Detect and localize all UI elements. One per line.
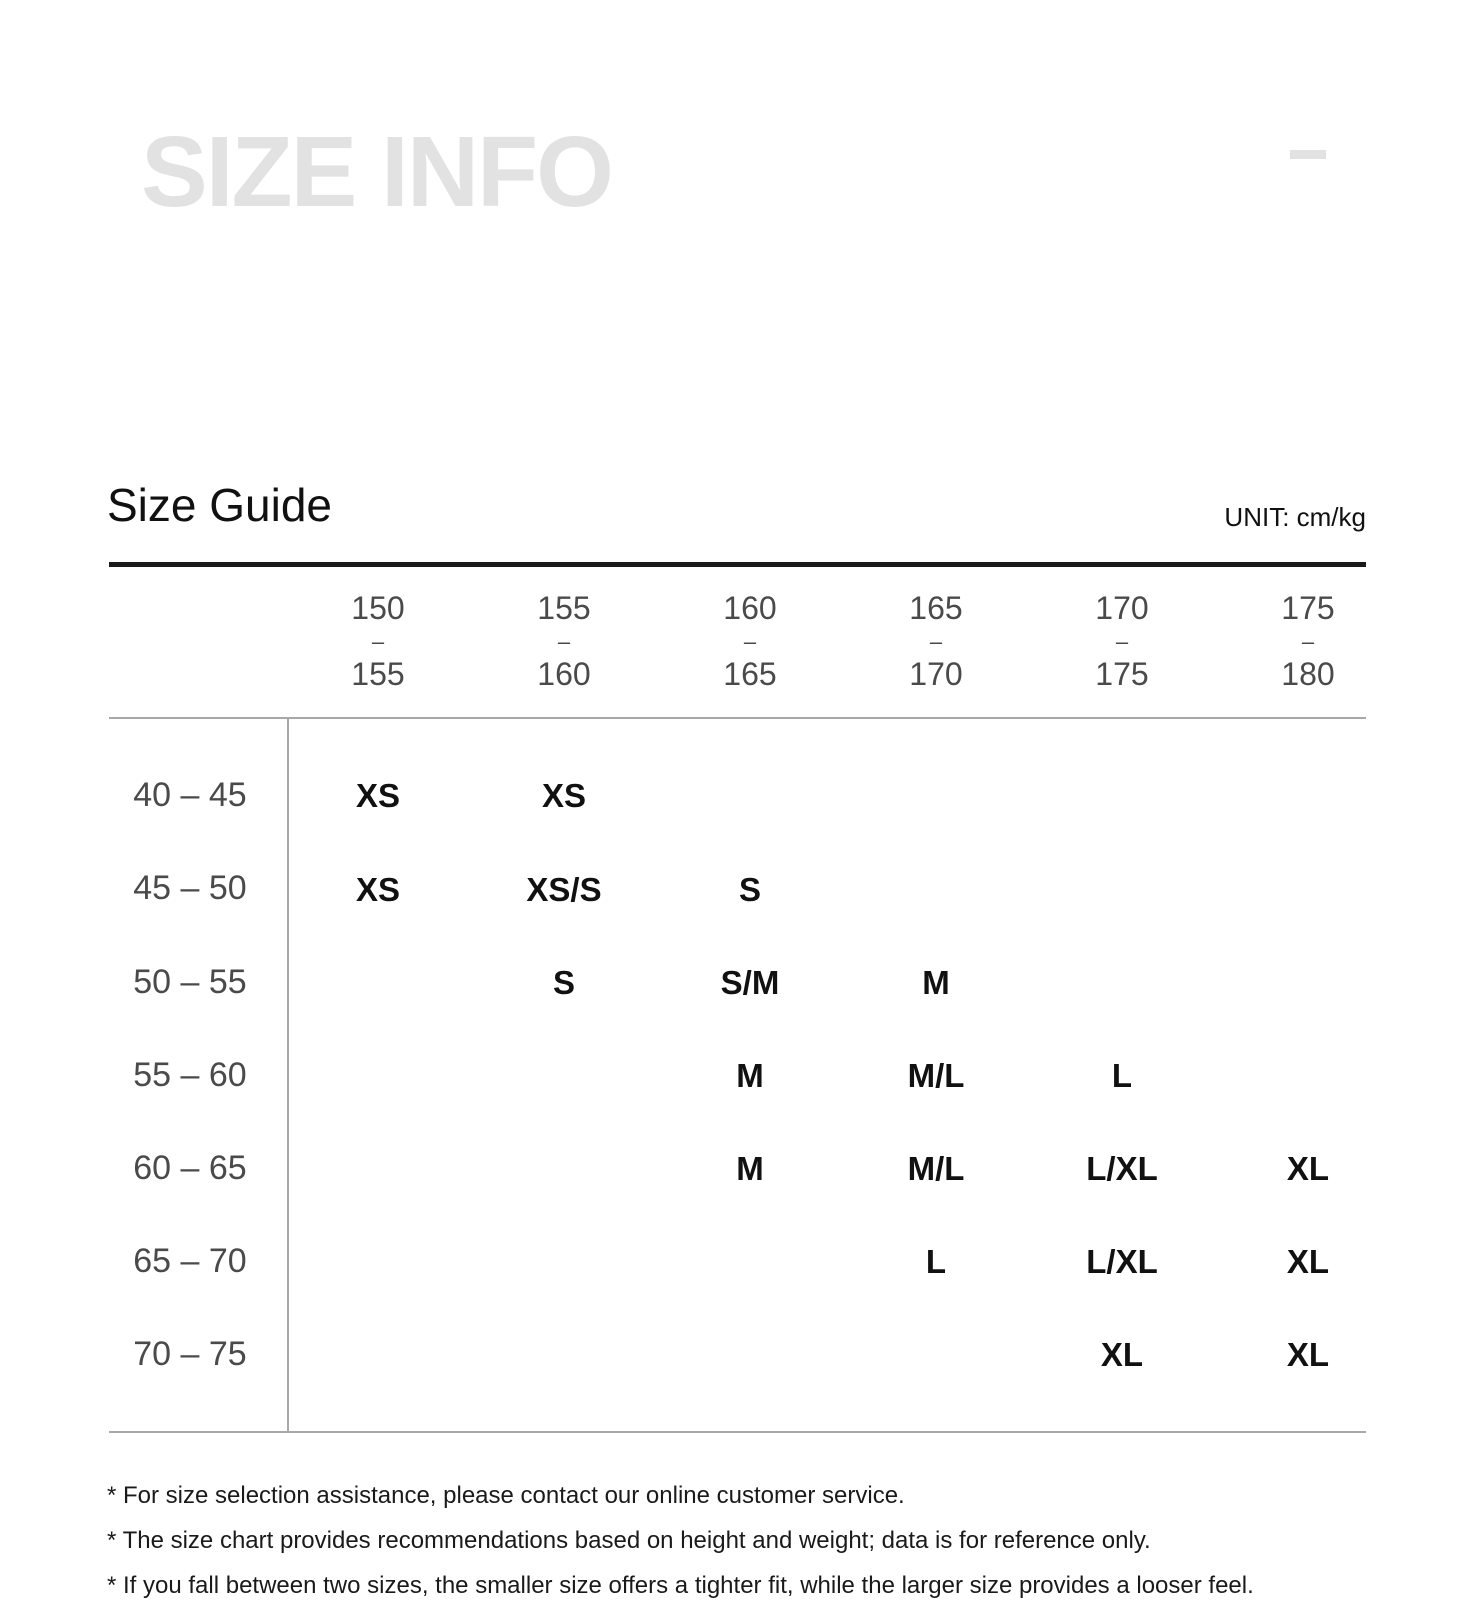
weight-row-label: 70 – 75 — [133, 1335, 247, 1373]
height-column-header — [685, 592, 815, 692]
height-separator: – — [929, 629, 943, 654]
height-column-header — [1057, 592, 1187, 692]
note-line: * For size selection assistance, please contact our online customer service. — [107, 1482, 905, 1509]
weight-row-label: 60 – 65 — [133, 1149, 247, 1187]
height-to: 170 — [909, 656, 963, 692]
height-to: 175 — [1095, 656, 1149, 692]
table-bottom-rule — [109, 1431, 1366, 1433]
size-guide-title: Size Guide — [107, 479, 333, 531]
height-from: 175 — [1281, 590, 1335, 626]
size-cell: S/M — [720, 964, 780, 1001]
height-column-header — [313, 592, 443, 692]
corner-dash-decoration — [1290, 150, 1326, 159]
weight-row-label: 50 – 55 — [133, 963, 247, 1001]
note-line: * If you fall between two sizes, the smaller size offers a tighter fit, while the larger size provides a looser feel. — [107, 1572, 1254, 1599]
weight-row-label: 65 – 70 — [133, 1242, 247, 1280]
size-cell: XS — [355, 777, 401, 814]
weight-row-label: 45 – 50 — [133, 869, 247, 907]
size-cell: S — [552, 964, 575, 1001]
size-cell: XL — [1286, 1243, 1330, 1280]
table-column-divider — [287, 718, 289, 1433]
size-cell: M/L — [907, 1057, 965, 1094]
banner-title: SIZE INFO — [141, 116, 612, 228]
weight-row-label: 40 – 45 — [133, 776, 247, 814]
height-to: 165 — [723, 656, 777, 692]
size-cell: XL — [1286, 1336, 1330, 1373]
size-cell: L — [925, 1243, 947, 1280]
size-cell: XS — [541, 777, 587, 814]
height-to: 155 — [351, 656, 405, 692]
height-separator: – — [743, 629, 757, 654]
height-separator: – — [1115, 629, 1129, 654]
height-column-header — [1243, 592, 1373, 692]
size-cell: L/XL — [1086, 1150, 1158, 1187]
size-cell: XS — [355, 871, 401, 908]
height-from: 165 — [909, 590, 963, 626]
table-header-rule — [109, 717, 1366, 719]
height-to: 180 — [1281, 656, 1335, 692]
height-separator: – — [1301, 629, 1315, 654]
size-cell: XL — [1100, 1336, 1144, 1373]
note-line: * The size chart provides recommendations based on height and weight; data is for reference only. — [107, 1527, 1151, 1554]
size-cell: M — [922, 964, 950, 1001]
height-from: 150 — [351, 590, 405, 626]
weight-row-label: 55 – 60 — [133, 1056, 247, 1094]
size-cell: M/L — [907, 1150, 965, 1187]
height-to: 160 — [537, 656, 591, 692]
height-separator: – — [557, 629, 571, 654]
size-cell: L — [1111, 1057, 1133, 1094]
height-from: 155 — [537, 590, 591, 626]
height-from: 170 — [1095, 590, 1149, 626]
size-cell: XL — [1286, 1150, 1330, 1187]
height-column-header — [499, 592, 629, 692]
size-cell: L/XL — [1086, 1243, 1158, 1280]
height-separator: – — [371, 629, 385, 654]
table-top-rule — [109, 562, 1366, 567]
size-cell: M — [736, 1150, 764, 1187]
size-cell: XS/S — [526, 871, 602, 908]
size-cell: S — [738, 871, 761, 908]
height-from: 160 — [723, 590, 777, 626]
unit-label: UNIT: cm/kg — [1224, 502, 1366, 532]
size-cell: M — [736, 1057, 764, 1094]
height-column-header — [871, 592, 1001, 692]
